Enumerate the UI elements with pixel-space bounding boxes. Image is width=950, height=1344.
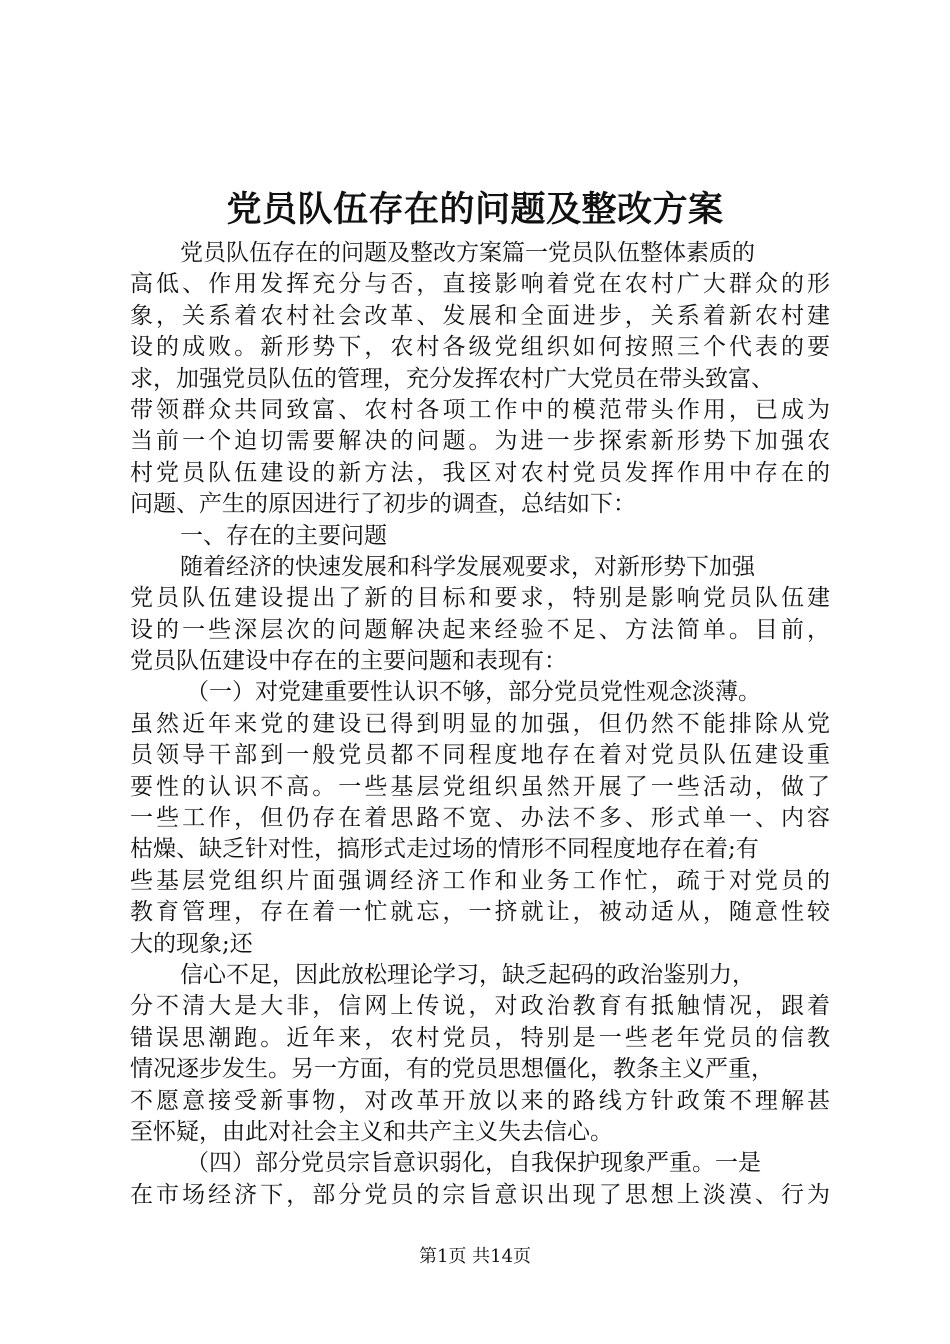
text-line: 信心不足，因此放松理论学习，缺乏起码的政治鉴别力， [180, 961, 755, 988]
text-line: 党员队伍建设提出了新的目标和要求，特别是影响党员队伍建 [130, 585, 830, 612]
text-line: 至怀疑，由此对社会主义和共产主义失去信心。 [130, 1118, 613, 1145]
text-line: 大的现象;还 [130, 930, 253, 957]
text-line: 在市场经济下，部分党员的宗旨意识出现了思想上淡漠、行为 [130, 1181, 830, 1208]
subsection-heading: （四）部分党员宗旨意识弱化，自我保护现象严重。一是 [186, 1150, 761, 1177]
text-line: 错误思潮跑。近年来，农村党员，特别是一些老年党员的信教 [130, 1024, 830, 1051]
text-line: 高低、作用发挥充分与否，直接影响着党在农村广大群众的形 [130, 271, 830, 298]
document-body [130, 238, 830, 1211]
text-line: 随着经济的快速发展和科学发展观要求，对新形势下加强 [180, 553, 755, 580]
text-line: 不愿意接受新事物，对改革开放以来的路线方针政策不理解甚 [130, 1087, 830, 1114]
text-line: 教育管理，存在着一忙就忘，一挤就让，被动适从，随意性较 [130, 899, 830, 926]
text-line: 党员队伍建设中存在的主要问题和表现有： [130, 648, 567, 675]
text-line: 设的一些深层次的问题解决起来经验不足、方法简单。目前， [130, 616, 830, 643]
text-line: 情况逐步发生。另一方面，有的党员思想僵化，教条主义严重， [130, 1056, 774, 1083]
text-line: 要性的认识不高。一些基层党组织虽然开展了一些活动，做了 [130, 773, 830, 800]
text-line: 员领导干部到一般党员都不同程度地存在着对党员队伍建设重 [130, 742, 830, 769]
text-line: 求，加强党员队伍的管理，充分发挥农村广大党员在带头致富、 [130, 365, 774, 392]
text-line: 分不清大是大非，信网上传说，对政治教育有抵触情况，跟着 [130, 993, 830, 1020]
document-title: 党员队伍存在的问题及整改方案 [226, 189, 724, 230]
text-line: 些基层党组织片面强调经济工作和业务工作忙，疏于对党员的 [130, 867, 830, 894]
text-line: 党员队伍存在的问题及整改方案篇一党员队伍整体素质的 [180, 240, 755, 266]
subsection-heading: （一）对党建重要性认识不够，部分党员党性观念淡薄。 [186, 679, 761, 706]
text-line: 带领群众共同致富、农村各项工作中的模范带头作用，已成为 [130, 396, 830, 423]
text-line: 枯燥、缺乏针对性，搞形式走过场的情形不同程度地存在着;有 [130, 836, 759, 863]
text-line: 一些工作，但仍存在着思路不宽、办法不多、形式单一、内容 [130, 805, 830, 832]
text-line: 设的成败。新形势下，农村各级党组织如何按照三个代表的要 [130, 334, 830, 361]
text-line: 虽然近年来党的建设已得到明显的加强，但仍然不能排除从党 [130, 710, 830, 737]
text-line: 当前一个迫切需要解决的问题。为进一步探索新形势下加强农 [130, 428, 830, 455]
text-line: 问题、产生的原因进行了初步的调查，总结如下： [130, 491, 636, 518]
section-heading: 一、存在的主要问题 [180, 522, 387, 549]
text-line: 象，关系着农村社会改革、发展和全面进步，关系着新农村建 [130, 302, 830, 329]
text-line: 村党员队伍建设的新方法，我区对农村党员发挥作用中存在的 [130, 459, 830, 486]
page-footer: 第1页 共14页 [418, 1246, 532, 1267]
